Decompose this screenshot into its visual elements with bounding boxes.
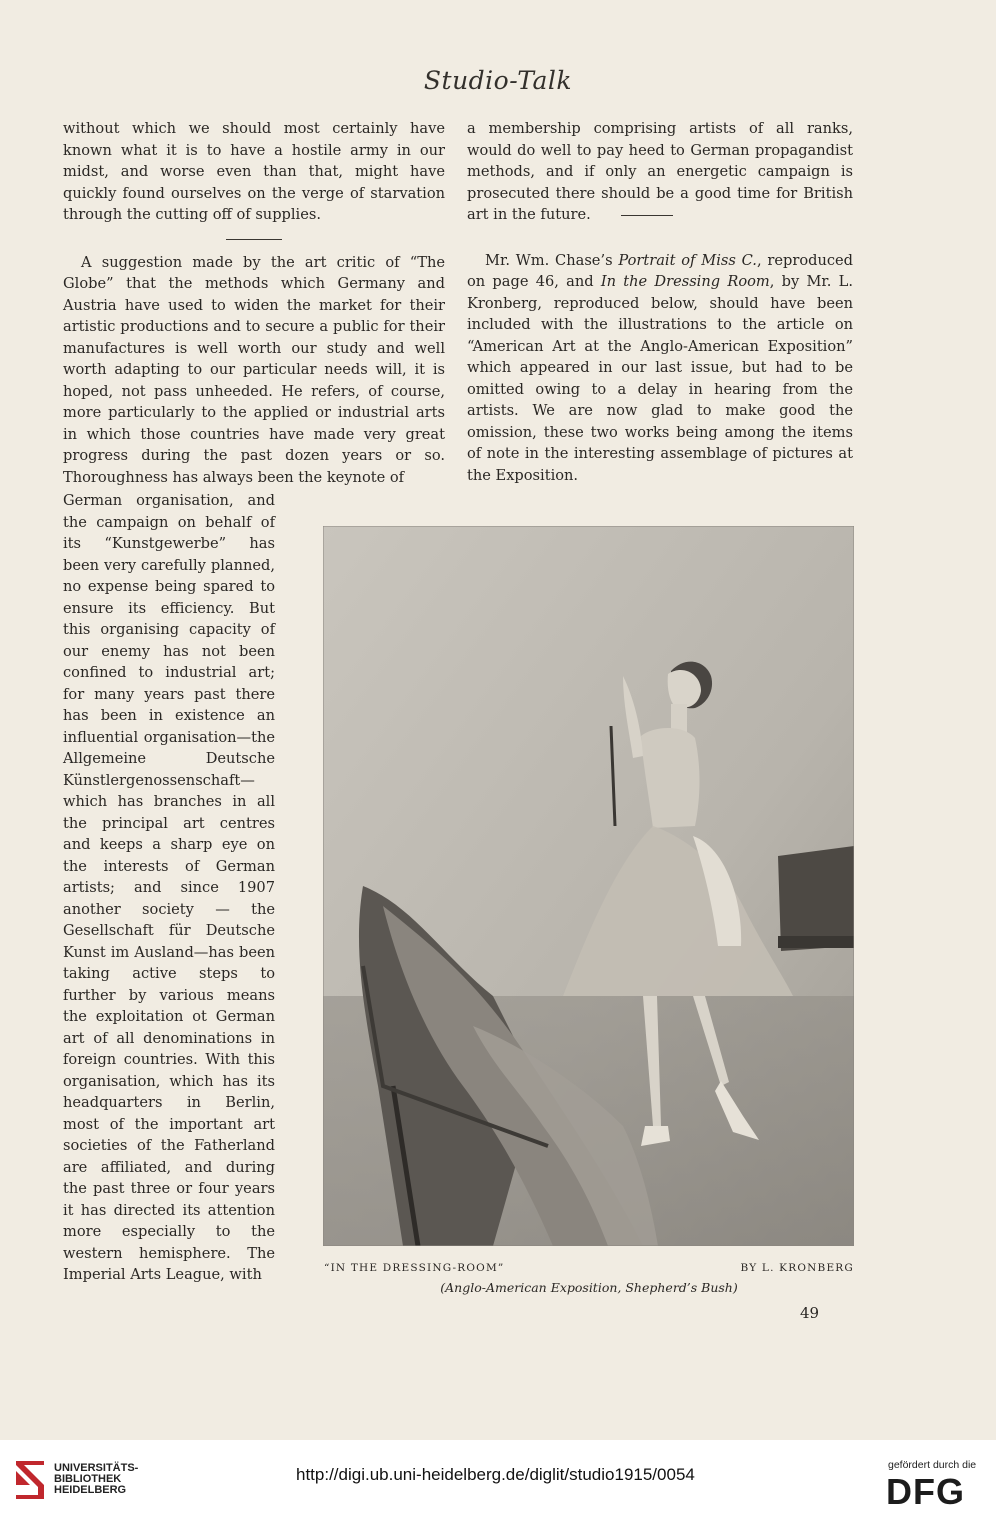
left-paragraph-1: without which we should most certainly have known what it is to have a hostile army in our midst, and worse even than that, might have quickly found ourselves on the verge of starvation through the cutting off of supplies.: [63, 120, 445, 223]
left-paragraph-2: A suggestion made by the art critic of “The Globe” that the methods which Germany and Austria have used to widen the market for their artistic productions and to secure a public for their manufactures is well worth our study and well worth adapting to our particular needs will, it is hoped, not pass unheeded. He refers, of course, more particularly to the applied or industrial arts in which those countries have made very great progress during the past dozen years or so. Thoroughness has always been the keynote of: [63, 253, 445, 486]
right-paragraph-2-text-a: Mr. Wm. Chase’s: [485, 251, 619, 269]
university-library-logo-icon: [10, 1455, 50, 1505]
right-paragraph-2-text-b: , reproduced on page 46, and: [467, 251, 854, 290]
caption-artist: BY L. KRONBERG: [740, 1262, 854, 1274]
library-name-line-3: HEIDELBERG: [54, 1484, 127, 1496]
right-column: [467, 118, 853, 486]
left-column: [63, 118, 445, 488]
caption-source: (Anglo-American Exposition, Shepherd’s Bush): [440, 1280, 738, 1295]
source-url-link[interactable]: http://digi.ub.uni-heidelberg.de/diglit/studio1915/0054: [296, 1465, 695, 1484]
page-number: 49: [800, 1304, 820, 1322]
dfg-logo: DFG: [886, 1471, 965, 1512]
section-divider: [621, 215, 673, 216]
artwork-title-chase: Portrait of Miss C.: [618, 251, 757, 269]
right-paragraph-2-text-c: , by Mr. L. Kronberg, reproduced below, should have been included with the illustrations to the article on “American Art at the Anglo-American Exposition” which appeared in our last issue, but had to be omitted owing to a delay in hearing from the artists. We are now glad to make good the omission, these two works being among the items of note in the interesting assemblage of pictures at the Exposition.: [467, 273, 853, 484]
left-paragraph-2-continued: German organisation, and the campaign on behalf of its “Kunstgewerbe” has been very carefully planned, no expense being spared to ensure its efficiency. But this organising capacity of our enemy has not been confined to industrial art; for many years past there has been in existence an influential organisation—the Allgemeine Deutsche Künstlergenossenschaft—which has branches in all the principal art centres and keeps a sharp eye on the interests of German artists; and since 1907 another society — the Gesellschaft für Deutsche Kunst im Ausland—has been taking active steps to further by various means the exploitation ot German art of all denominations in foreign countries. With this organisation, which has its headquarters in Berlin, most of the important art societies of the Fatherland are affiliated, and during the past three or four years it has directed its attention more especially to the western hemisphere. The Imperial Arts League, with: [63, 492, 275, 1283]
painting-illustration: [323, 526, 854, 1246]
right-paragraph-1-text: a membership comprising artists of all ranks, would do well to pay heed to German propagandist methods, and if only an energetic campaign is prosecuted there should be a good time for British art in the future.: [467, 120, 853, 223]
right-paragraph-1: [467, 118, 853, 226]
left-narrow-column: [63, 490, 275, 1286]
running-title: Studio-Talk: [423, 66, 573, 95]
caption-title: “IN THE DRESSING-ROOM”: [324, 1262, 505, 1274]
section-divider: [226, 239, 282, 240]
right-paragraph-2: [467, 250, 853, 487]
painting-reproduction: [323, 526, 854, 1246]
library-name-line-1: UNIVERSITÄTS-: [54, 1462, 139, 1474]
library-name-line-2: BIBLIOTHEK: [54, 1473, 122, 1485]
artwork-title-kronberg: In the Dressing Room: [600, 273, 770, 290]
funded-by-label: gefördert durch die: [888, 1459, 977, 1471]
library-name: [54, 1463, 138, 1496]
